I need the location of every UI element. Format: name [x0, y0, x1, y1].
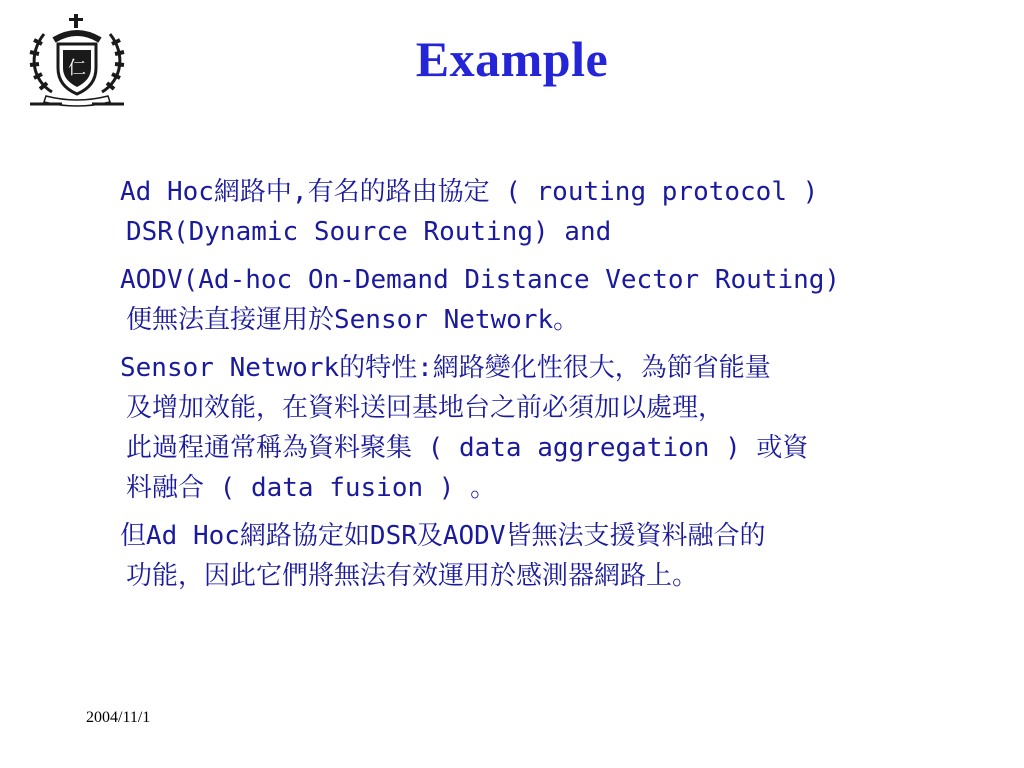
paragraph-aodv	[120, 260, 940, 340]
text-line: 但Ad Hoc網路協定如DSR及AODV皆無法支援資料融合的	[120, 521, 766, 551]
text-line: 功能，因此它們將無法有效運用於感測器網路上。	[126, 561, 699, 591]
text-line: AODV(Ad-hoc On-Demand Distance Vector Routing)	[120, 265, 841, 295]
text-line: Ad Hoc網路中,有名的路由協定 ( routing protocol )	[120, 177, 819, 207]
paragraph-routing-protocols	[120, 172, 940, 252]
text-line: DSR(Dynamic Source Routing) and	[126, 217, 612, 247]
slide-body	[120, 172, 940, 604]
text-line: 及增加效能，在資料送回基地台之前必須加以處理，	[126, 393, 725, 423]
slide-title: Example	[415, 31, 609, 87]
paragraph-sensor-network	[120, 348, 940, 508]
svg-text:仁: 仁	[68, 58, 86, 79]
text-line: 便無法直接運用於Sensor Network。	[126, 305, 580, 335]
text-line: 料融合 ( data fusion ) 。	[126, 473, 497, 503]
text-line: Sensor Network的特性:網路變化性很大，為節省能量	[120, 353, 771, 383]
slide-date: 2004/11/1	[86, 709, 151, 726]
paragraph-conclusion	[120, 516, 940, 596]
text-line: 此過程通常稱為資料聚集 ( data aggregation ) 或資	[126, 433, 809, 463]
